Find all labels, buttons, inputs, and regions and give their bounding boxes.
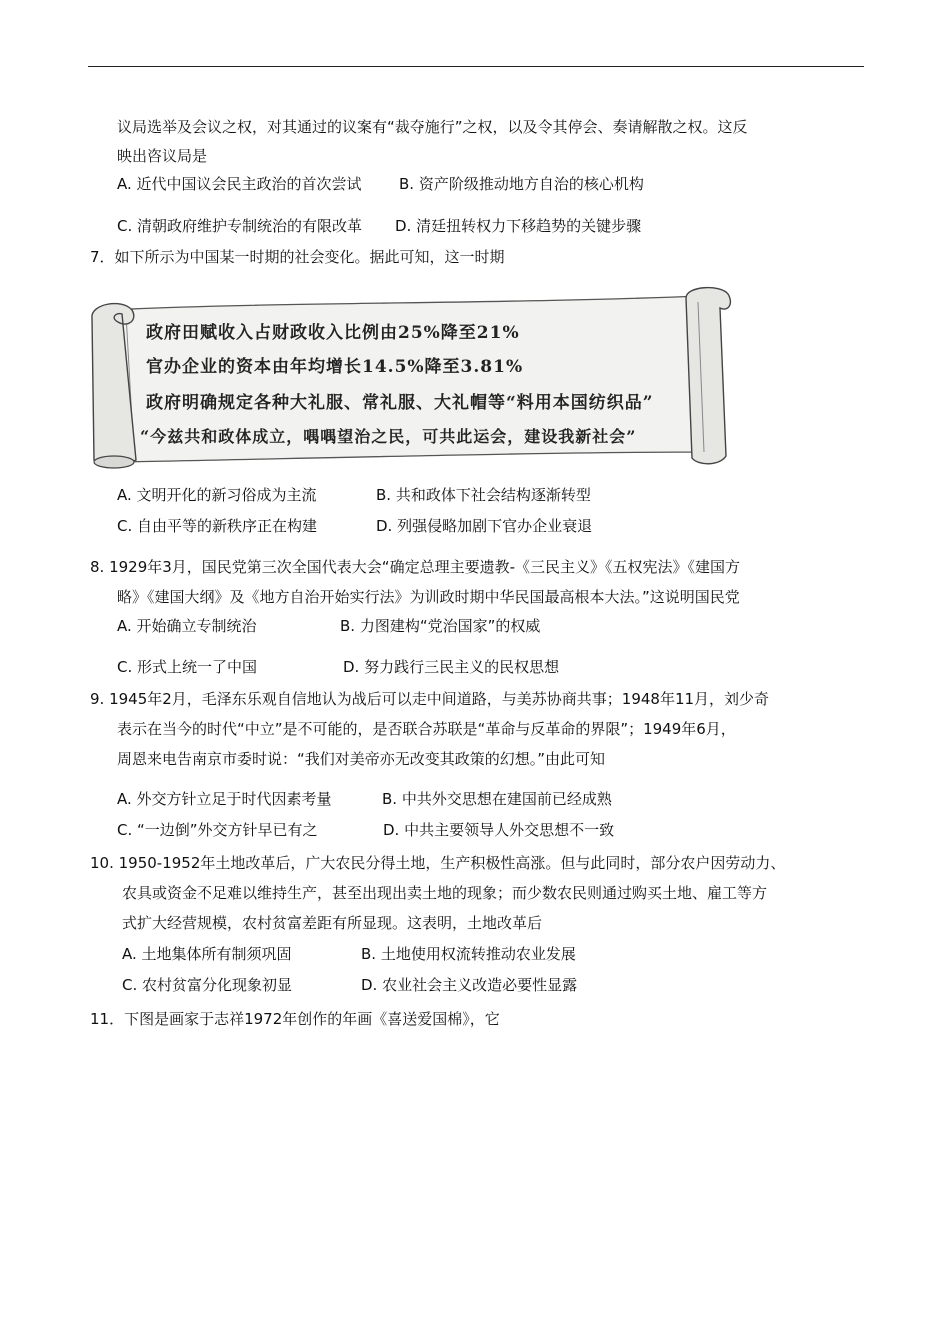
- scroll-line-2: 官办企业的资本由年均增长14.5%降至3.81%: [146, 357, 524, 377]
- q6-stem-line-1: 议局选举及会议之权，对其通过的议案有“裁夺施行”之权，以及令其停会、奏请解散之权。这反: [117, 118, 748, 136]
- q7-option-a[interactable]: A. 文明开化的新习俗成为主流: [117, 486, 317, 504]
- q8-option-a[interactable]: A. 开始确立专制统治: [117, 617, 257, 635]
- q9-option-d[interactable]: D. 中共主要领导人外交思想不一致: [383, 821, 615, 839]
- q6-stem-line-2: 映出咨议局是: [117, 147, 208, 165]
- q6-option-c[interactable]: C. 清朝政府维护专制统治的有限改革: [117, 217, 363, 235]
- q10-stem-line-3: 式扩大经营规模，农村贫富差距有所显现。这表明，土地改革后: [122, 914, 543, 932]
- q6-option-a[interactable]: A. 近代中国议会民主政治的首次尝试: [117, 175, 362, 193]
- q7-scroll-figure: [88, 284, 736, 472]
- q7-option-c[interactable]: C. 自由平等的新秩序正在构建: [117, 517, 318, 535]
- q9-stem-line-1: 9. 1945年2月，毛泽东乐观自信地认为战后可以走中间道路，与美苏协商共事；1948年11月，刘少奇: [90, 690, 770, 708]
- q10-option-c[interactable]: C. 农村贫富分化现象初显: [122, 976, 293, 994]
- q7-option-b[interactable]: B. 共和政体下社会结构逐渐转型: [376, 486, 591, 504]
- q10-option-d[interactable]: D. 农业社会主义改造必要性显露: [361, 976, 578, 994]
- q6-option-b[interactable]: B. 资产阶级推动地方自治的核心机构: [399, 175, 644, 193]
- scroll-line-4: “今兹共和政体成立，喁喁望治之民，可共此运会，建设我新社会”: [140, 427, 637, 446]
- q8-option-b[interactable]: B. 力图建构“党治国家”的权威: [340, 617, 541, 635]
- q8-option-c[interactable]: C. 形式上统一了中国: [117, 658, 258, 676]
- q8-stem-line-2: 略》《建国大纲》及《地方自治开始实行法》为训政时期中华民国最高根本大法。”这说明国民党: [117, 588, 740, 606]
- q10-stem-line-2: 农具或资金不足难以维持生产，甚至出现出卖土地的现象；而少数农民则通过购买土地、雇工等方: [122, 884, 768, 902]
- scroll-line-3: 政府明确规定各种大礼服、常礼服、大礼帽等“料用本国纺织品”: [146, 393, 654, 413]
- q9-option-a[interactable]: A. 外交方针立足于时代因素考量: [117, 790, 332, 808]
- q10-option-a[interactable]: A. 土地集体所有制须巩固: [122, 945, 292, 963]
- q11-stem: 11．下图是画家于志祥1972年创作的年画《喜送爱国棉》，它: [90, 1010, 500, 1028]
- q6-option-d[interactable]: D. 清廷扭转权力下移趋势的关键步骤: [395, 217, 642, 235]
- q7-option-d[interactable]: D. 列强侵略加剧下官办企业衰退: [376, 517, 593, 535]
- q10-stem-line-1: 10. 1950-1952年土地改革后，广大农民分得土地，生产积极性高涨。但与此同时，部分农户因劳动力、: [90, 854, 786, 872]
- scroll-line-1: 政府田赋收入占财政收入比例由25%降至21%: [146, 323, 520, 343]
- q9-option-c[interactable]: C. “一边倒”外交方针早已有之: [117, 821, 318, 839]
- q8-option-d[interactable]: D. 努力践行三民主义的民权思想: [343, 658, 560, 676]
- q7-stem: 7．如下所示为中国某一时期的社会变化。据此可知，这一时期: [90, 248, 505, 266]
- q9-stem-line-2: 表示在当今的时代“中立”是不可能的，是否联合苏联是“革命与反革命的界限”；1949年6月，: [117, 720, 736, 738]
- q9-option-b[interactable]: B. 中共外交思想在建国前已经成熟: [382, 790, 612, 808]
- q8-stem-line-1: 8. 1929年3月，国民党第三次全国代表大会“确定总理主要遗教-《三民主义》《五权宪法》《建国方: [90, 558, 740, 576]
- q10-option-b[interactable]: B. 土地使用权流转推动农业发展: [361, 945, 576, 963]
- q9-stem-line-3: 周恩来电告南京市委时说：“我们对美帝亦无改变其政策的幻想。”由此可知: [117, 750, 606, 768]
- header-rule: [88, 66, 864, 67]
